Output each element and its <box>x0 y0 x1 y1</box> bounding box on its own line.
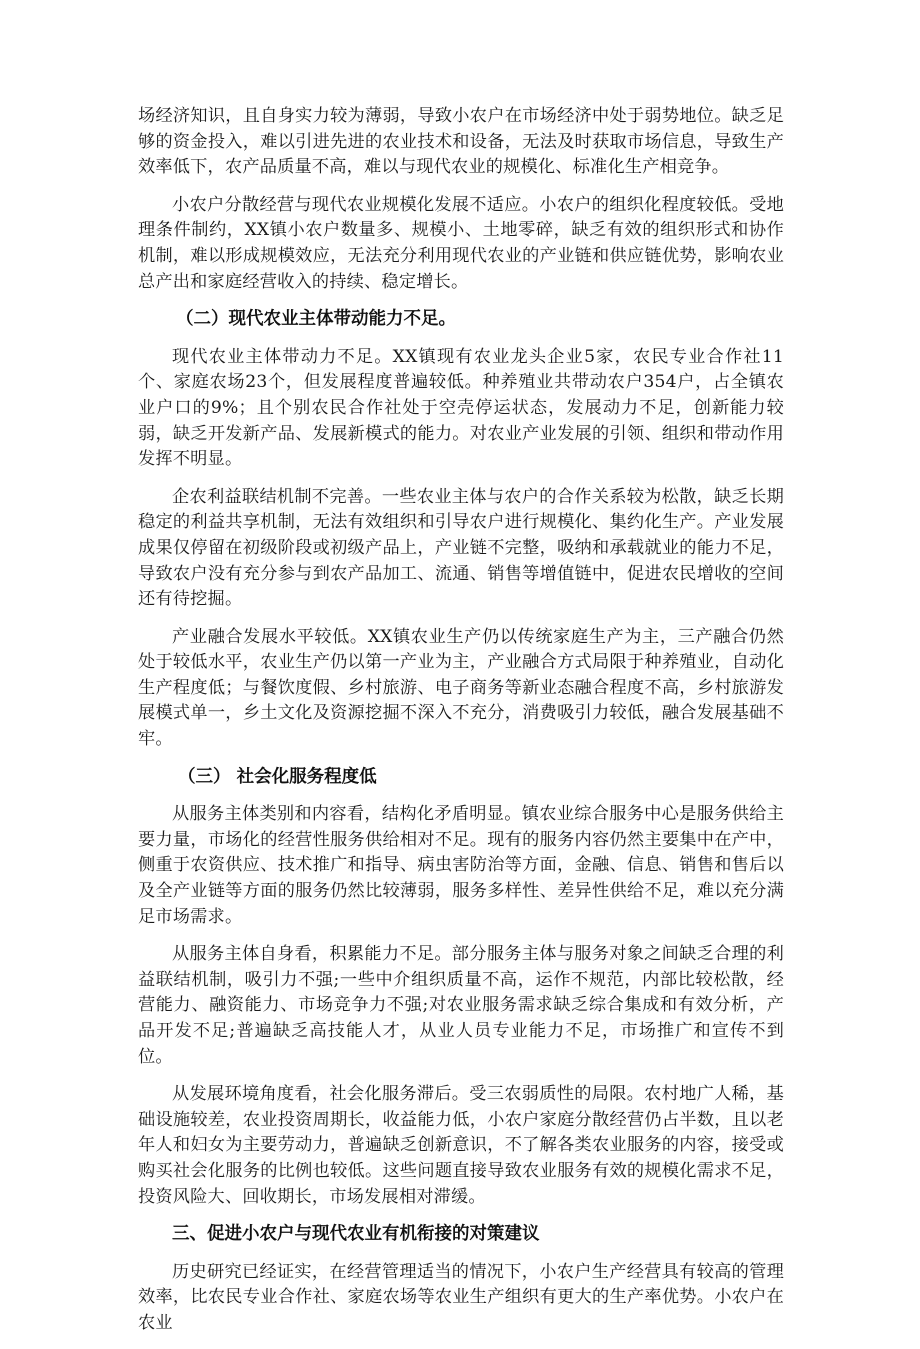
paragraph-research-evidence: 历史研究已经证实，在经营管理适当的情况下，小农户生产经营具有较高的管理效率，比农民专业合作社、家庭农场等农业生产组织有更大的生产率优势。小农户在农业 <box>138 1261 784 1333</box>
section-heading-2: （二）现代农业主体带动能力不足。 <box>176 309 456 330</box>
paragraph-scattered-operation: 小农户分散经营与现代农业规模化发展不适应。小农户的组织化程度较低。受地理条件制约，XX镇小农户数量多、规模小、土地零碎，缺乏有效的组织形式和协作机制，难以形成规模效应，无法充分利用现代农业的产业链和供应链优势，影响农业总产出和家庭经营收入的持续、稳定增长。 <box>138 194 784 292</box>
paragraph-industry-integration: 产业融合发展水平较低。XX镇农业生产仍以传统家庭生产为主，三产融合仍然处于较低水平，农业生产仍以第一产业为主，产业融合方式局限于种养殖业，自动化生产程度低；与餐饮度假、乡村旅游、电子商务等新业态融合程度不高，乡村旅游发展模式单一，乡土文化及资源挖掘不深入不充分，消费吸引力较低，融合发展基础不牢。 <box>138 626 784 750</box>
section-heading-3: （三） 社会化服务程度低 <box>178 766 377 787</box>
paragraph-service-structure: 从服务主体类别和内容看，结构化矛盾明显。镇农业综合服务中心是服务供给主要力量，市场化的经营性服务供给相对不足。现有的服务内容仍然主要集中在产中，侧重于农资供应、技术推广和指导、病虫害防治等方面，金融、信息、销售和售后以及全产业链等方面的服务仍然比较薄弱，服务多样性、差异性供给不足，难以充分满足市场需求。 <box>138 804 784 927</box>
paragraph-market-weakness: 场经济知识，且自身实力较为薄弱，导致小农户在市场经济中处于弱势地位。缺乏足够的资金投入，难以引进先进的农业技术和设备，无法及时获取市场信息，导致生产效率低下，农产品质量不高，难以与现代农业的规模化、标准化生产相竞争。 <box>138 106 784 178</box>
paragraph-service-environment: 从发展环境角度看，社会化服务滞后。受三农弱质性的局限。农村地广人稀，基础设施较差，农业投资周期长，收益能力低，小农户家庭分散经营仍占半数，且以老年人和妇女为主要劳动力，普遍缺乏创新意识，不了解各类农业服务的内容，接受或购买社会化服务的比例也较低。这些问题直接导致农业服务有效的规模化需求不足，投资风险大、回收期长，市场发展相对滞缓。 <box>138 1084 784 1207</box>
document-page <box>138 104 784 1349</box>
paragraph-driving-force: 现代农业主体带动力不足。XX镇现有农业龙头企业5家，农民专业合作社11个、家庭农场23个，但发展程度普遍较低。种养殖业共带动农户354户，占全镇农业户口的9%；且个别农民合作社处于空壳停运状态，发展动力不足，创新能力较弱，缺乏开发新产品、发展新模式的能力。对农业产业发展的引领、组织和带动作用发挥不明显。 <box>138 346 784 470</box>
paragraph-interest-linkage: 企农利益联结机制不完善。一些农业主体与农户的合作关系较为松散，缺乏长期稳定的利益共享机制，无法有效组织和引导农户进行规模化、集约化生产。产业发展成果仅停留在初级阶段或初级产品上，产业链不完整，吸纳和承载就业的能力不足，导致农户没有充分参与到农产品加工、流通、销售等增值链中，促进农民增收的空间还有待挖掘。 <box>138 486 784 610</box>
chapter-heading-3: 三、促进小农户与现代农业有机衔接的对策建议 <box>172 1224 540 1245</box>
paragraph-service-capacity: 从服务主体自身看，积累能力不足。部分服务主体与服务对象之间缺乏合理的利益联结机制，吸引力不强;一些中介组织质量不高，运作不规范，内部比较松散，经营能力、融资能力、市场竞争力不强;对农业服务需求缺乏综合集成和有效分析，产品开发不足;普遍缺乏高技能人才，从业人员专业能力不足，市场推广和宣传不到位。 <box>138 944 784 1067</box>
